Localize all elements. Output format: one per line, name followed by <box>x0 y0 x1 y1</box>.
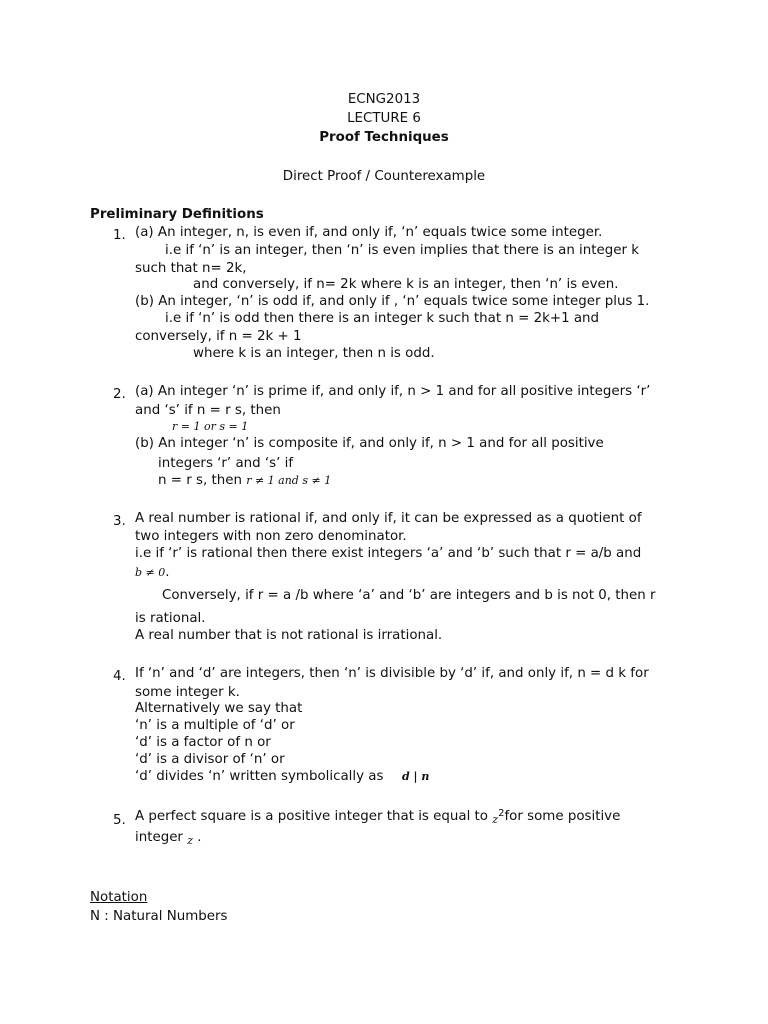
definition-line <box>158 472 331 490</box>
definition-text: n = r s, then <box>158 473 247 488</box>
page-title: Proof Techniques <box>319 130 449 145</box>
definition-line: i.e if ‘n’ is an integer, then ‘n’ is even implies that there is an integer k <box>165 243 640 258</box>
definition-line: ‘d’ divides ‘n’ written symbolically as <box>135 769 384 784</box>
definition-line: such that n= 2k, <box>135 261 247 276</box>
math-exponent: 2 <box>498 808 505 819</box>
math-variable: z <box>492 813 499 826</box>
math-expression: r = 1 or s = 1 <box>172 420 249 433</box>
definition-line: (b) An integer ‘n’ is composite if, and only if, n > 1 and for all positive <box>135 436 604 451</box>
item-number: 3. <box>113 514 126 529</box>
definition-line: and conversely, if n= 2k where k is an integer, then ‘n’ is even. <box>193 277 619 292</box>
math-expression: b ≠ 0 <box>135 566 166 579</box>
definition-line: b ≠ 0. <box>135 565 170 580</box>
definition-line: conversely, if n = 2k + 1 <box>135 329 302 344</box>
notation-line: N : Natural Numbers <box>90 909 228 924</box>
definition-text: integer <box>135 830 188 845</box>
lecture-number: LECTURE 6 <box>347 111 421 126</box>
definition-line: (b) An integer, ‘n’ is odd if, and only if , ‘n’ equals twice some integer plus 1. <box>135 294 650 309</box>
definition-line: If ‘n’ and ‘d’ are integers, then ‘n’ is divisible by ‘d’ if, and only if, n = d k for <box>135 666 649 681</box>
definition-line: integers ‘r’ and ‘s’ if <box>158 456 294 471</box>
notation-heading: Notation <box>90 890 148 905</box>
definition-line: and ‘s’ if n = r s, then <box>135 403 281 418</box>
definition-line <box>135 808 620 827</box>
math-variable: z <box>187 834 193 847</box>
definition-line: i.e if ‘r’ is rational then there exist integers ‘a’ and ‘b’ such that r = a/b and <box>135 546 642 561</box>
definition-text: for some positive <box>504 809 621 824</box>
definition-line: where k is an integer, then n is odd. <box>193 346 435 361</box>
definition-line: some integer k. <box>135 685 240 700</box>
math-expression: d | n <box>402 770 430 783</box>
definition-text: A perfect square is a positive integer that is equal to <box>135 809 493 824</box>
definition-line: ‘d’ is a factor of n or <box>135 735 271 750</box>
definition-line <box>135 829 202 847</box>
definition-line: (a) An integer, n, is even if, and only if, ‘n’ equals twice some integer. <box>135 225 603 240</box>
definition-line: two integers with non zero denominator. <box>135 529 407 544</box>
page-subtitle: Direct Proof / Counterexample <box>282 169 486 184</box>
definition-text: . <box>193 830 202 845</box>
course-code: ECNG2013 <box>347 92 421 107</box>
item-number: 4. <box>113 669 126 684</box>
definition-line: ‘d’ is a divisor of ‘n’ or <box>135 752 285 767</box>
math-expression: r ≠ 1 and s ≠ 1 <box>246 474 332 487</box>
definition-line: Alternatively we say that <box>135 701 303 716</box>
item-number: 1. <box>113 228 126 243</box>
section-heading: Preliminary Definitions <box>90 207 264 222</box>
definition-line: Conversely, if r = a /b where ‘a’ and ‘b’ are integers and b is not 0, then r <box>162 588 656 603</box>
definition-line: (a) An integer ‘n’ is prime if, and only if, n > 1 and for all positive integers ‘r’ <box>135 384 651 399</box>
definition-line: is rational. <box>135 611 206 626</box>
definition-line: A real number is rational if, and only if, it can be expressed as a quotient of <box>135 511 642 526</box>
definition-line: A real number that is not rational is irrational. <box>135 628 443 643</box>
definition-line: ‘n’ is a multiple of ‘d’ or <box>135 718 295 733</box>
item-number: 2. <box>113 387 126 402</box>
definition-line: i.e if ‘n’ is odd then there is an integer k such that n = 2k+1 and <box>165 311 600 326</box>
item-number: 5. <box>113 813 126 828</box>
